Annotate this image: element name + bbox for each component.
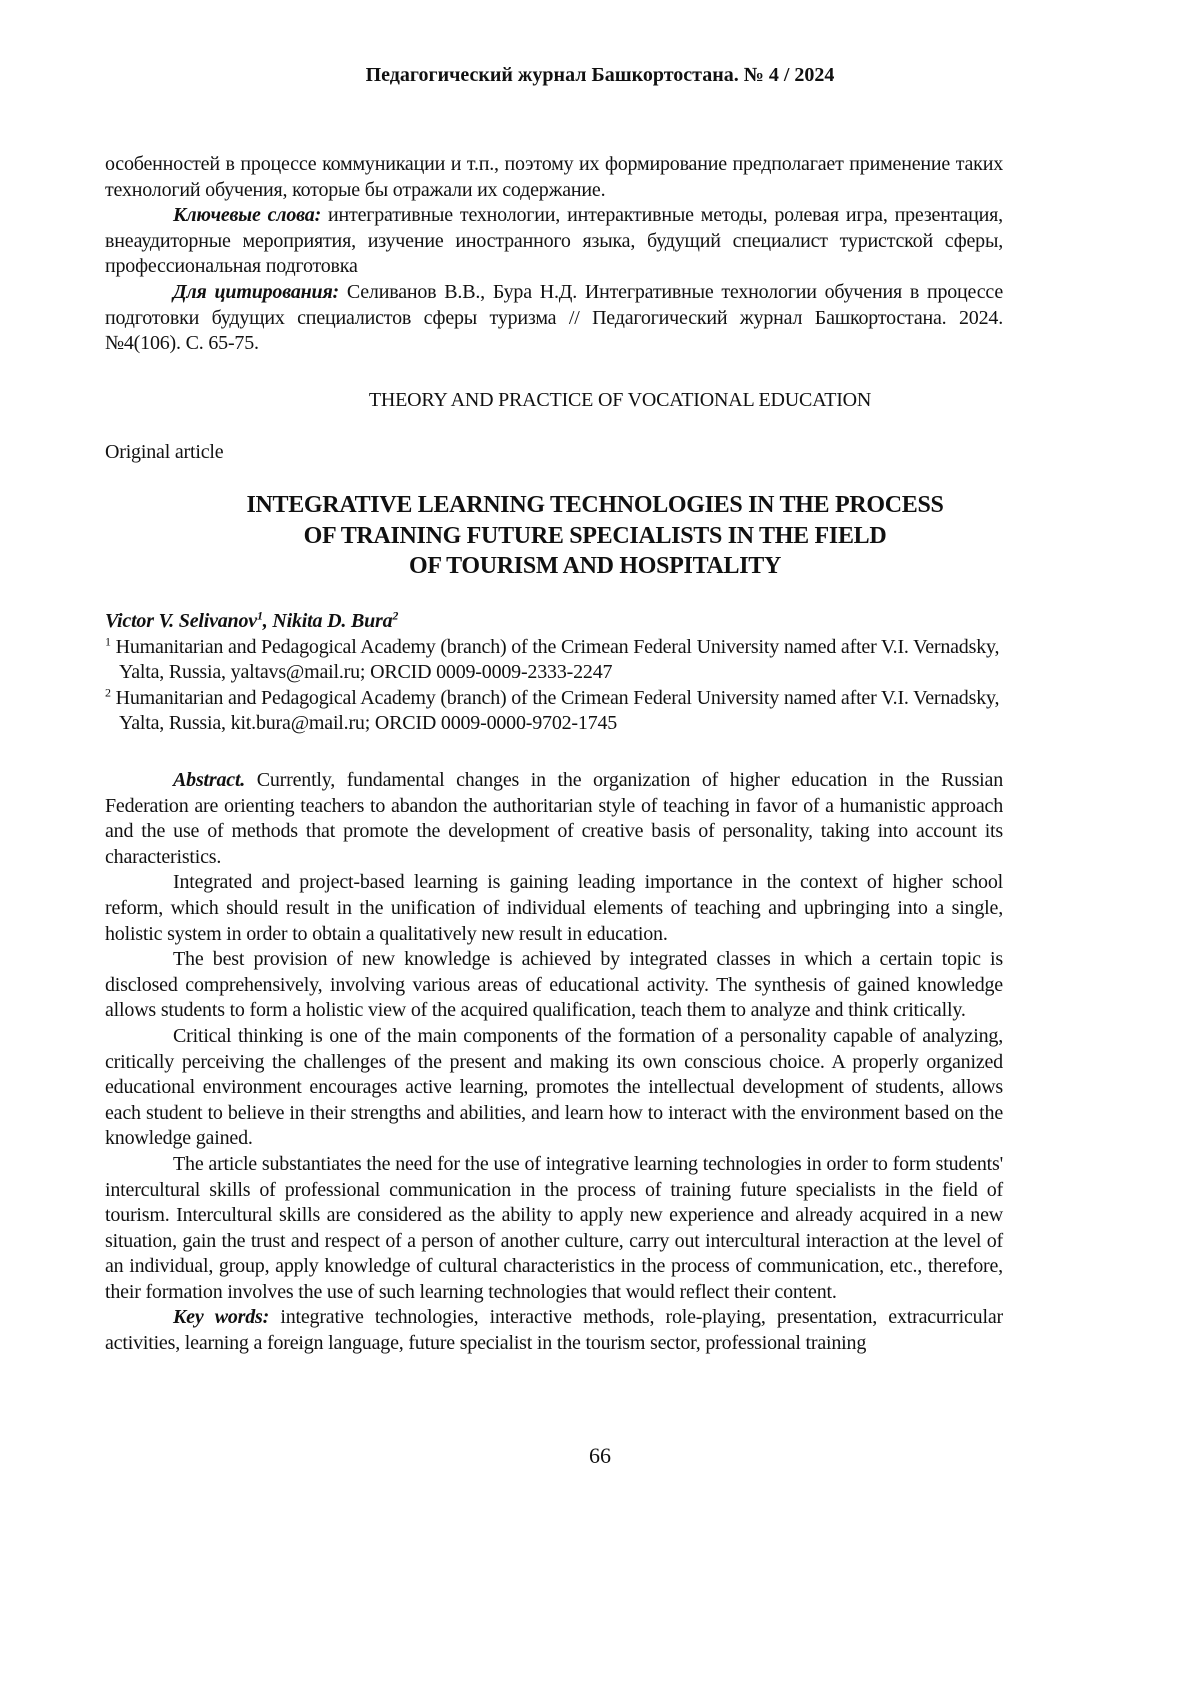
abstract-paragraph: The article substantiates the need for the use of integrative learning technologies in order to form students' intercultural skills of professional communication in the process of training future specialists in the field of tourism. Intercultural skills are considered as the ability to apply new experience and already acquired in a new situation, gain the trust and respect of a person of another culture, carry out intercultural interaction at the level of an individual, group, apply knowledge of cultural characteristics in the process of communication, etc., therefore, their formation involves the use of such learning technologies that would reflect their content. (105, 1152, 1003, 1306)
abstract-paragraph (105, 768, 1003, 870)
citation-label-ru: Для цитирования: (173, 281, 339, 303)
abstract-text: Currently, fundamental changes in the organization of higher education in the Russian Federation are orienting teachers to abandon the authoritarian style of teaching in favor of a humanistic approach and the use of methods that promote the development of creative basis of personality, taking into account its characteristics. (105, 769, 1003, 868)
authors-block (105, 609, 1003, 737)
article-title (105, 490, 1085, 582)
author-2-sup: 2 (392, 608, 398, 622)
abstract-label: Abstract. (173, 769, 245, 791)
citation-text-ru: Селиванов В.В., Бура Н.Д. Интегративные технологии обучения в процессе подготовки будущих специалистов сферы туризма // Педагогический журнал Башкортостана. 2024. №4(106). С. 65-75. (105, 281, 1003, 354)
keywords-label-ru: Ключевые слова: (173, 204, 321, 226)
title-line: OF TRAINING FUTURE SPECIALISTS IN THE FIELD (105, 521, 1085, 552)
keywords-text-ru: интегративные технологии, интерактивные методы, ролевая игра, презентация, внеаудиторные мероприятия, изучение иностранного языка, будущий специалист туристской сферы, профессиональная подготовка (105, 204, 1003, 277)
citation-ru (105, 280, 1003, 357)
article-type: Original article (105, 440, 1003, 466)
title-line: OF TOURISM AND HOSPITALITY (105, 551, 1085, 582)
affiliation-text: Humanitarian and Pedagogical Academy (branch) of the Crimean Federal University named after V.I. Vernadsky, Yalta, Russia, kit.bura@mail.ru; ORCID 0009-0000-9702-1745 (111, 687, 999, 735)
russian-abstract-block (105, 152, 1003, 357)
keywords-label-en: Key words: (173, 1306, 269, 1328)
affiliation-sup: 1 (105, 634, 111, 648)
author-2: Nikita D. Bura (272, 610, 392, 632)
keywords-text-en: integrative technologies, interactive methods, role-playing, presentation, extracurricular activities, learning a foreign language, future specialist in the tourism sector, professional training (105, 1306, 1003, 1354)
keywords-en (105, 1305, 1003, 1356)
abstract-paragraph: The best provision of new knowledge is achieved by integrated classes in which a certain topic is disclosed comprehensively, involving various areas of educational activity. The synthesis of gained knowledge allows students to form a holistic view of the acquired qualification, teach them to analyze and think critically. (105, 947, 1003, 1024)
author-1-sup: 1 (257, 608, 263, 622)
page-number: 66 (0, 1443, 1200, 1469)
abstract-end-ru: особенностей в процессе коммуникации и т.п., поэтому их формирование предполагает применение таких технологий обучения, которые бы отражали их содержание. (105, 152, 1003, 203)
abstract-paragraph: Critical thinking is one of the main components of the formation of a personality capable of analyzing, critically perceiving the challenges of the present and making its own conscious choice. A properly organized educational environment encourages active learning, promotes the intellectual development of students, allows each student to believe in their strengths and abilities, and learn how to interact with the environment based on the knowledge gained. (105, 1024, 1003, 1152)
author-separator: , (263, 610, 273, 632)
abstract-paragraph: Integrated and project-based learning is gaining leading importance in the context of higher school reform, which should result in the unification of individual elements of teaching and upbringing into a single, holistic system in order to obtain a qualitatively new result in education. (105, 870, 1003, 947)
affiliation-text: Humanitarian and Pedagogical Academy (branch) of the Crimean Federal University named after V.I. Vernadsky, Yalta, Russia, yaltavs@mail.ru; ORCID 0009-0009-2333-2247 (111, 636, 999, 684)
affiliation-2 (105, 686, 1003, 737)
authors (105, 609, 1003, 635)
affiliation-sup: 2 (105, 685, 111, 699)
keywords-ru (105, 203, 1003, 280)
abstract-en (105, 768, 1003, 1357)
affiliation-1 (105, 635, 1003, 686)
title-line: INTEGRATIVE LEARNING TECHNOLOGIES IN THE PROCESS (105, 490, 1085, 521)
journal-header: Педагогический журнал Башкортостана. № 4 / 2024 (0, 64, 1200, 87)
author-1: Victor V. Selivanov (105, 610, 257, 632)
section-heading: THEORY AND PRACTICE OF VOCATIONAL EDUCATION (120, 388, 1120, 414)
